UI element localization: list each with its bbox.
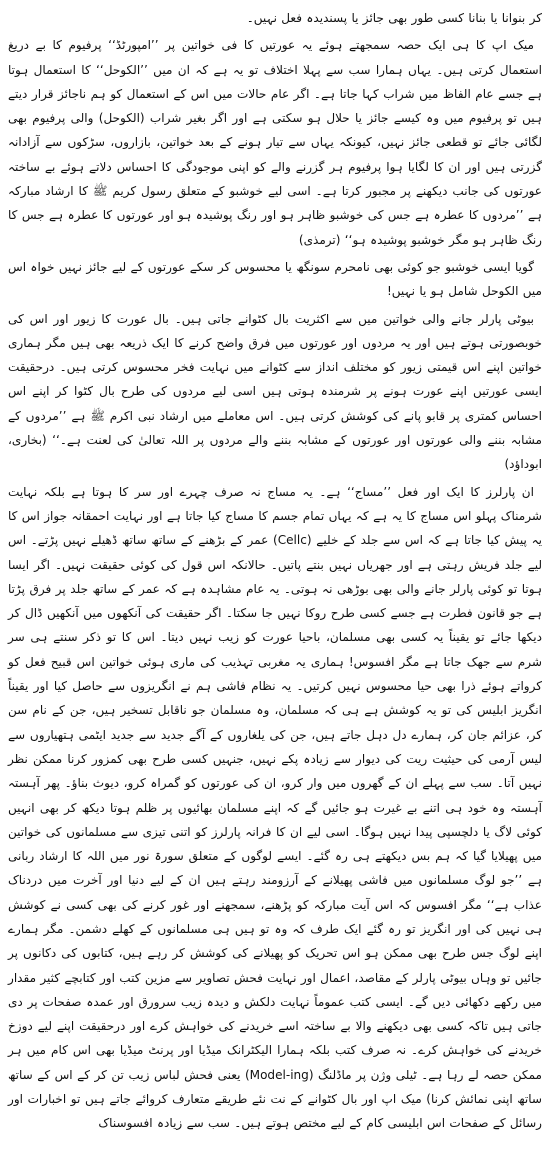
article-paragraph-3: گویا ایسی خوشبو جو کوئی بھی نامحرم سونگھ یا محسوس کر سکے عورتوں کے لیے جائز نہیں خواہ اس میں الکوحل شامل ہو یا نہیں! (8, 259, 542, 299)
article-paragraph-1: کر بنوانا یا بنانا کسی طور بھی جائز یا پسندیدہ فعل نہیں۔ (246, 11, 542, 25)
article-paragraph-4: بیوٹی پارلر جانے والی خواتین میں سے اکثریت بال کٹوانے جاتی ہیں۔ بال عورت کا زیور اور اس کی خوبصورتی ہوتے ہیں اور یہ مردوں اور عورتوں میں فرق واضح کرنے کا ایک ذریعہ بھی ہیں مگر ہماری خواتین اپنے اس قیمتی زیور کو مختلف انداز سے کٹوانے میں نہایت فخر محسوس کرتی ہیں۔ درحقیقت ایسی عورتیں اپنے عورت ہونے پر شرمندہ ہوتی ہیں اسی لیے مردوں کی طرح بال کٹوا کر اپنے اس احساس کمتری پر قابو پانے کی کوشش کرتی ہیں۔ اس معاملے میں ارشاد نبی اکرم ﷺ ہے ’’مردوں کے مشابہ بننے والی عورتوں اور عورتوں کے مشابہ بننے والے مردوں پر اللہ تعالیٰ کی لعنت ہے۔‘‘ (بخاری، ابوداؤد) (8, 311, 542, 472)
article-paragraph-5: ان پارلرز کا ایک اور فعل ’’مساج‘‘ ہے۔ یہ مساج نہ صرف چہرے اور سر کا ہوتا ہے بلکہ نہایت شرمناک پہلو اس مساج کا یہ ہے کہ یہاں تمام جسم کا مساج کیا جاتا ہے اور نہایت احمقانہ جواز اس کا یہ پیش کیا جاتا ہے کہ اس سے جلد کے خلیے (Cellc) عمر کے بڑھنے کے ساتھ ساتھ ڈھیلے نہیں پڑتے۔ اس لیے جلد فریش رہتی ہے اور جھریاں نہیں بنتے پاتیں۔ حالانکہ اس قول کی کوئی حقیقت نہیں۔ اگر ایسا ہوتا تو کوئی پارلر جانے والی بھی بوڑھی نہ ہوتی۔ یہ عام مشاہدہ ہے کہ عمر کے ساتھ جلد پر فرق پڑتا ہے جو قانون فطرت ہے جسے کسی طرح روکا نہیں جا سکتا۔ اگر حقیقت کی آنکھوں میں آنکھیں ڈال کر دیکھا جائے تو یقیناً یہ کسی بھی مسلمان، باحیا عورت کو زیب نہیں دیتا۔ اس کا تو ذکر سنتے ہی سر شرم سے جھک جاتا ہے مگر افسوس! ہماری یہ مغربی تہذیب کی ماری ہوئی خواتین اس قبیح فعل کو کرواتے ہوئے ذرا بھی حیا محسوس نہیں کرتیں۔ یہ نظام فاشی ہم نے انگریزوں سے حاصل کیا اور یقیناً انگریز ابلیس کی تو یہ کوشش ہے ہی کہ مسلمان، وہ مسلمان جو ناقابل تسخیر ہیں، جن کے نام سن کر، عزائم جان کر، ہمارے دل دہل جاتے ہیں، جن کی یلغاروں کے آگے جدید سے جدید ایٹمی ہتھیاروں سے لیس آرمی کی حیثیت ریت کی دیوار سے زیادہ پکے نہیں، جنہیں کسی طرح بھی کمزور کرنا ممکن نظر نہیں آتا۔ سب سے پہلے ان کے گھروں میں وار کرو، ان کی عورتوں کو گمراہ کرو، دیوث بناؤ۔ پھر آہستہ آہستہ وہ خود ہی اتنے بے غیرت ہو جائیں گے کہ اپنے مسلمان بھائیوں پر ظلم ہوتا دیکھ کر بھی انہیں کوئی لاگ یا دلچسپی پیدا نہیں ہوگا۔ اسی لیے ان کا فرانہ پارلرز کو اتنی تیزی سے مسلمانوں کی خواتین میں پھیلایا گیا کہ ہم بس دیکھتے ہی رہ گئے۔ ایسے لوگوں کے متعلق سورۃ نور میں اللہ کا ارشاد ربانی ہے ’’جو لوگ مسلمانوں میں فاشی پھیلانے کے آرزومند رہتے ہیں ان کے لیے دنیا اور آخرت میں دردناک عذاب ہے‘‘ مگر افسوس کہ اس آیت مبارکہ کو پڑھنے، سمجھنے اور غور کرنے کی بھی کسی نے کوشش ہی نہیں کی اور انگریز تو رہ گئے ایک طرف کہ وہ تو ہیں ہی مسلمانوں کے کھلے دشمن۔ مگر ہمارے اپنے لوگ جس طرح بھی ممکن ہو اس تحریک کو پھیلانے کی کوشش کر رہے ہیں، کتابوں کی دکانوں پر جائیں تو وہاں بیوٹی پارلر کے مقاصد، اعمال اور نہایت فحش تصاویر سے مزین کتب اور کتابچے کثیر مقدار میں رکھے دکھائی دیں گے۔ ایسی کتب عموماً نہایت دلکش و دیدہ زیب سرورق اور عمدہ صفحات پر دی جاتی ہیں تاکہ کسی بھی دیکھنے والا بے ساختہ اسے خریدنے کی خواہش کرے اور درحقیقت اپنے لیے دوزخ خریدنے کی خواہش کرے۔ نہ صرف کتب بلکہ ہمارا الیکٹرانک میڈیا اور پرنٹ میڈیا بھی اس کام میں ہر ممکن حصہ لے رہا ہے۔ ٹیلی وژن پر ماڈلنگ (Model-ing) یعنی فحش لباس زیب تن کر کے اس کے ساتھ ساتھ اپنی نمائش کرنا) میک اپ اور بال کٹوانے کے نت نئے طریقے متعارف کروائے جاتے ہیں تو اخبارات اور رسائل کے صفحات اس ابلیسی کام کے لیے مختص ہوتے ہیں۔ سب سے زیادہ افسوسناک (8, 484, 542, 1131)
article-paragraph-2: میک اپ کا ہی ایک حصہ سمجھتے ہوئے یہ عورتیں کا فی خواتین پر ’’امپورٹڈ‘‘ پرفیوم کا بے دریغ استعمال کرتی ہیں۔ یہاں ہمارا سب سے پہلا اختلاف تو یہ ہے کہ ان میں ’’الکوحل‘‘ کا استعمال ہوتا ہے جسے عام الفاظ میں شراب کہا جاتا ہے۔ اگر عام حالات میں اس کے استعمال کو ہم ناجائز قرار دیتے ہیں تو پرفیوم میں وہ کیسے جائز یا حلال ہو سکتی ہے اور اگر بغیر شراب (الکوحل) والی پرفیوم بھی لگائی جائے تو قطعی جائز نہیں، کیونکہ یہاں سے تیار ہونے کے بعد خواتین، بازاروں، سڑکوں سے آزادانہ گزرتی ہیں اور ان کا لگایا ہوا پرفیوم ہر گزرنے والے کو اپنی موجودگی کا احساس دلاتے ہوئے بے ساختہ عورتوں کی جانب دیکھنے پر مجبور کرتا ہے۔ اسی لیے خوشبو کے متعلق رسول کریم ﷺ کا ارشاد مبارکہ ہے ’’مردوں کا عطرہ ہے جس کی خوشبو ظاہر ہو اور رنگ پوشیدہ ہو اور عورتوں کا عطرہ ہے جس کا رنگ ظاہر ہو مگر خوشبو پوشیدہ ہو‘‘ (ترمذی) (8, 38, 542, 247)
